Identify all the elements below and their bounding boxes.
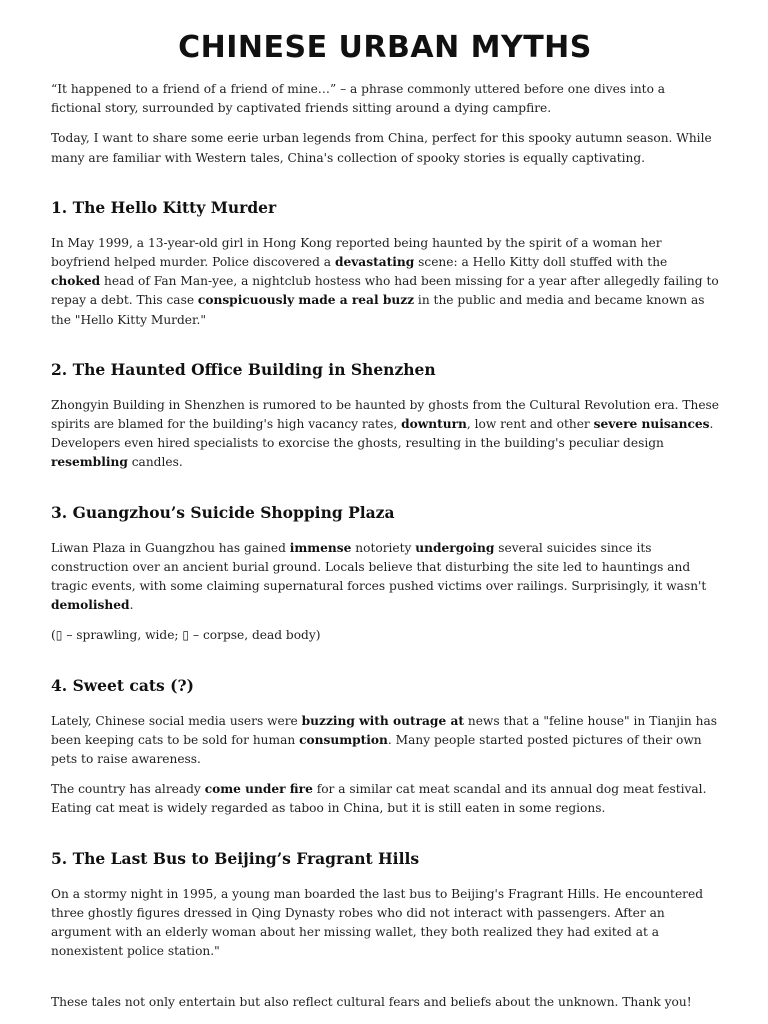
section-paragraph [51, 712, 719, 770]
emphasized-term: downturn [401, 417, 467, 432]
text-run: (▯ – sprawling, wide; ▯ – corpse, dead body) [51, 628, 321, 643]
text-run: Lately, Chinese social media users were [51, 713, 302, 728]
emphasized-term: conspicuously made a real buzz [197, 293, 415, 308]
story-section [51, 503, 719, 646]
emphasized-term: choked [51, 274, 101, 289]
emphasized-term: come under fire [204, 782, 313, 797]
text-run: . Many people started posted pictures of their own pets to raise awareness. [51, 732, 702, 767]
intro-paragraph: Today, I want to share some eerie urban legends from China, perfect for this spooky autumn season. While many are familiar with Western tales, China's collection of spooky stories is equally captivating. [51, 131, 712, 165]
story-section [51, 198, 719, 330]
text-run: Liwan Plaza in Guangzhou has gained [51, 540, 290, 555]
text-run: candles. [127, 455, 183, 470]
text-run: several suicides since its construction over an ancient burial ground. Locals believe that disturbing the site led to hauntings and tragic events, with some claiming supernatural forces pushed victims over railings. Surprisingly, it wasn't [51, 540, 707, 594]
emphasized-term: immense [289, 540, 352, 555]
section-heading: 4. Sweet cats (?) [51, 675, 194, 695]
emphasized-term: devastating [334, 255, 415, 270]
emphasized-term: demolished [51, 598, 130, 613]
section-paragraph [51, 780, 719, 818]
text-run: notoriety [351, 540, 416, 555]
story-section [51, 849, 719, 962]
text-run: in the public and media and became known as the "Hello Kitty Murder." [51, 293, 705, 327]
emphasized-term: severe nuisances [593, 417, 710, 432]
emphasized-term: resembling [51, 455, 128, 470]
text-run: for a similar cat meat scandal and its annual dog meat festival. Eating cat meat is widely regarded as taboo in China, but it is still eaten in some regions. [51, 782, 707, 816]
section-paragraph [51, 626, 719, 645]
emphasized-term: buzzing with outrage at [301, 713, 464, 728]
text-run: In May 1999, a 13-year-old girl in Hong Kong reported being haunted by the spirit of a woman her boyfriend helped murder. Police discovered a [51, 235, 662, 270]
text-run: , low rent and other [466, 417, 594, 432]
intro-paragraph: “It happened to a friend of a friend of mine…” – a phrase commonly uttered before one dives into a fictional story, surrounded by captivated friends sitting around a dying campfire. [51, 82, 666, 116]
text-run: The country has already [51, 782, 205, 797]
section-paragraph [51, 539, 719, 616]
text-run: scene: a Hello Kitty doll stuffed with the [414, 255, 668, 270]
section-heading: 3. Guangzhou’s Suicide Shopping Plaza [51, 502, 395, 522]
page-title: CHINESE URBAN MYTHS [178, 30, 592, 65]
text-run: . Developers even hired specialists to exorcise the ghosts, resulting in the building's peculiar design [51, 417, 714, 451]
emphasized-term: undergoing [415, 540, 495, 555]
text-run: . [129, 598, 134, 613]
story-section [51, 676, 719, 819]
text-run: On a stormy night in 1995, a young man boarded the last bus to Beijing's Fragrant Hills. He encountered three ghostly figures dressed in Qing Dynasty robes who did not interact with passengers. After an argument with an elderly woman about her missing wallet, they both realized they had exited at a nonexistent police station." [51, 886, 704, 959]
text-run: news that a "feline house" in Tianjin has been keeping cats to be sold for human [51, 713, 717, 747]
document-page [51, 0, 719, 1024]
emphasized-term: consumption [299, 732, 388, 747]
section-paragraph [51, 234, 719, 330]
section-paragraph [51, 885, 719, 962]
closing-paragraph: These tales not only entertain but also reflect cultural fears and beliefs about the unknown. Thank you! [51, 995, 692, 1010]
story-section [51, 360, 719, 473]
section-heading: 1. The Hello Kitty Murder [51, 197, 277, 217]
section-heading: 5. The Last Bus to Beijing’s Fragrant Hills [51, 848, 420, 868]
section-paragraph [51, 396, 719, 473]
section-heading: 2. The Haunted Office Building in Shenzhen [51, 359, 436, 379]
story-sections [51, 198, 719, 962]
text-run: head of Fan Man-yee, a nightclub hostess who had been missing for a year after allegedly failing to repay a debt. This case [51, 274, 719, 308]
text-run: Zhongyin Building in Shenzhen is rumored to be haunted by ghosts from the Cultural Revolution era. These spirits are blamed for the building's high vacancy rates, [51, 397, 720, 432]
